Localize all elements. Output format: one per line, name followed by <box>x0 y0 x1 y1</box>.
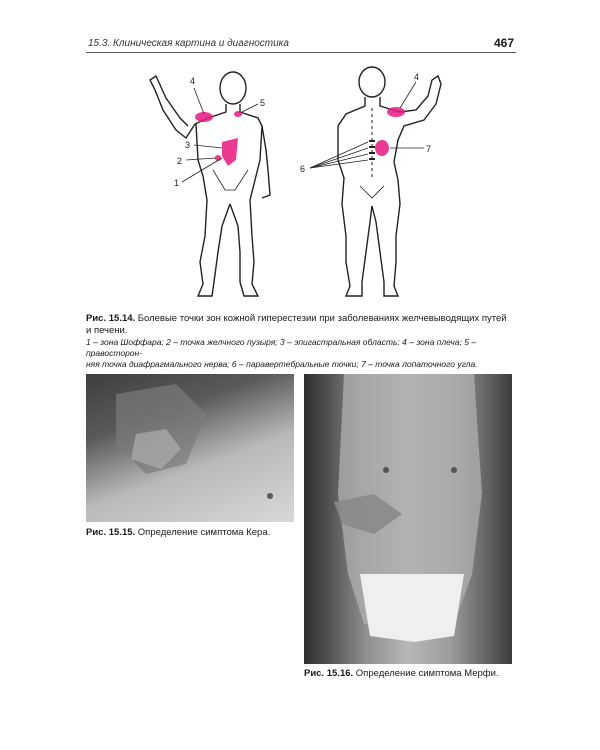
label-1: 1 <box>174 178 180 188</box>
hyperesthesia-zones <box>195 107 405 166</box>
figure-15-14-text-2: и печени. <box>86 325 128 336</box>
figure-15-14-legend-1: 1 – зона Шоффара; 2 – точка желчного пузыря; 3 – эпигастральная область; 4 – зона плеча; 5 – правосторон- <box>86 337 477 358</box>
running-title: 15.3. Клиническая картина и диагностика <box>88 38 289 49</box>
front-body-outline <box>150 72 270 296</box>
murphy-sign-photo <box>304 374 512 664</box>
body-diagram-figure <box>0 0 600 310</box>
figure-15-15-title: Рис. 15.15. <box>86 527 136 538</box>
back-body-outline <box>338 67 441 296</box>
zone-phrenic-point <box>234 111 242 117</box>
figure-15-16-caption <box>304 668 514 680</box>
figure-15-14-text-1: Болевые точки зон кожной гиперестезии при заболеваниях желчевыводящих путей <box>135 313 507 324</box>
label-3: 3 <box>185 140 191 150</box>
label-6: 6 <box>300 164 306 174</box>
figure-15-16-title: Рис. 15.16. <box>304 668 354 679</box>
kehr-sign-photo <box>86 374 294 522</box>
figure-15-14-title: Рис. 15.14. <box>86 313 136 324</box>
label-4-front: 4 <box>190 76 196 86</box>
label-5: 5 <box>260 98 266 108</box>
figure-15-14-caption <box>86 313 516 370</box>
page-number: 467 <box>494 36 515 50</box>
zone-scapular-angle <box>375 140 389 156</box>
zone-epigastric <box>222 138 238 166</box>
label-4-back: 4 <box>414 72 420 82</box>
figure-15-14-legend-2: няя точка диафрагмального нерва; 6 – паравертебральные точки; 7 – точка лопаточного угла. <box>86 359 478 369</box>
zone-shoulder-back <box>387 107 405 117</box>
figure-15-16-text: Определение симптома Мерфи. <box>353 668 499 679</box>
label-2: 2 <box>177 156 183 166</box>
label-7: 7 <box>426 144 432 154</box>
figure-15-15-text: Определение симптома Кера. <box>135 527 271 538</box>
figure-15-15-caption <box>86 527 296 539</box>
